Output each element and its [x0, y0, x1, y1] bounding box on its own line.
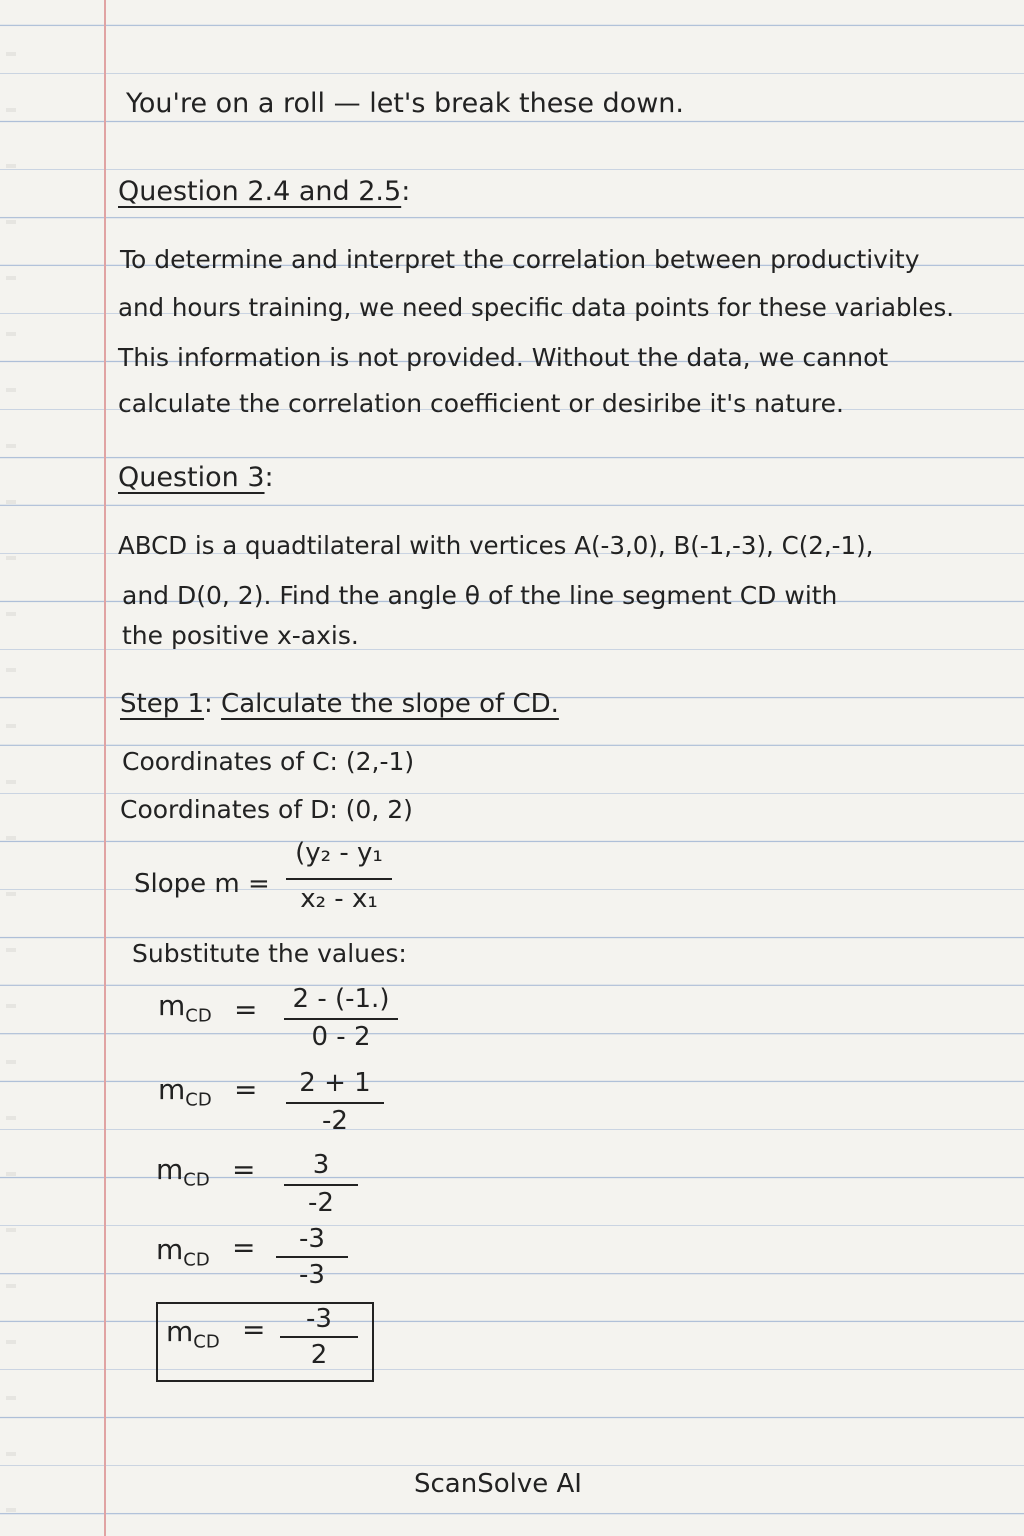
equation-1-fraction [284, 984, 398, 1060]
equals-sign: = [234, 1073, 258, 1106]
step-1-label: Step 1 [120, 689, 205, 719]
mcd-m: m [156, 1233, 184, 1266]
slope-fraction-bar [286, 878, 392, 880]
q3-line-1: ABCD is a quadtilateral with vertices A(-3,0), B(-1,-3), C(2,-1), [118, 531, 874, 560]
equation-3-fraction [284, 1150, 358, 1226]
fraction-bar [280, 1336, 358, 1338]
equation-3-numerator: 3 [312, 1150, 330, 1180]
step-1-separator: : [204, 689, 213, 719]
equation-1-denominator: 0 - 2 [311, 1022, 371, 1052]
equals-sign: = [234, 993, 258, 1026]
mcd-subscript: CD [183, 1249, 210, 1271]
q2-line-4: calculate the correlation coefficient or desiribe it's nature. [118, 389, 844, 418]
final-numerator: -3 [306, 1304, 332, 1334]
slope-denominator: x₂ - x₁ [300, 884, 378, 914]
coordinates-d: Coordinates of D: (0, 2) [120, 795, 413, 824]
equation-2-denominator: -2 [322, 1106, 348, 1136]
equation-4-fraction [276, 1224, 348, 1300]
paper-edge [6, 0, 16, 1536]
fraction-bar [276, 1256, 348, 1258]
mcd-m: m [158, 1073, 186, 1106]
margin-line [104, 0, 106, 1536]
question-2-heading [118, 176, 410, 208]
footer-brand: ScanSolve AI [414, 1469, 582, 1499]
mcd-subscript: CD [183, 1169, 210, 1191]
fraction-bar [284, 1018, 398, 1020]
equation-4-denominator: -3 [299, 1260, 325, 1290]
slope-label: Slope m = [134, 869, 270, 899]
step-1-text: Calculate the slope of CD. [221, 689, 559, 719]
mcd-label [156, 1154, 210, 1197]
slope-formula [286, 838, 392, 922]
equals-sign: = [232, 1153, 256, 1186]
step-1-heading [120, 688, 559, 720]
equation-3-denominator: -2 [308, 1188, 334, 1218]
question-2-heading-text: Question 2.4 and 2.5 [118, 176, 402, 207]
question-3-heading-colon: : [264, 462, 274, 493]
intro-line: You're on a roll — let's break these down. [126, 88, 684, 119]
coordinates-c: Coordinates of C: (2,-1) [122, 747, 415, 776]
question-3-heading [118, 462, 274, 494]
substitute-label: Substitute the values: [132, 939, 407, 968]
mcd-subscript: CD [193, 1331, 220, 1353]
equals-sign: = [232, 1231, 256, 1264]
equation-2-numerator: 2 + 1 [299, 1068, 371, 1098]
mcd-m: m [166, 1315, 194, 1348]
q2-line-2: and hours training, we need specific data points for these variables. [118, 293, 955, 322]
mcd-subscript: CD [185, 1005, 212, 1027]
equation-1-numerator: 2 - (-1.) [292, 984, 390, 1014]
question-3-heading-text: Question 3 [118, 462, 265, 493]
q2-line-3: This information is not provided. Without the data, we cannot [118, 343, 889, 372]
slope-numerator: (y₂ - y₁ [295, 838, 383, 868]
mcd-label [158, 990, 212, 1033]
q3-line-2: and D(0, 2). Find the angle θ of the line segment CD with [122, 581, 838, 610]
mcd-label [158, 1074, 212, 1117]
mcd-label [166, 1316, 220, 1359]
mcd-label [156, 1234, 210, 1277]
equals-sign: = [242, 1313, 266, 1346]
q2-line-1: To determine and interpret the correlation between productivity [120, 245, 920, 274]
q3-line-3: the positive x-axis. [122, 621, 359, 650]
final-fraction [280, 1304, 358, 1376]
equation-2-fraction [286, 1068, 384, 1144]
mcd-m: m [158, 989, 186, 1022]
mcd-m: m [156, 1153, 184, 1186]
mcd-subscript: CD [185, 1089, 212, 1111]
fraction-bar [286, 1102, 384, 1104]
equation-4-numerator: -3 [299, 1224, 325, 1254]
final-denominator: 2 [310, 1340, 328, 1370]
fraction-bar [284, 1184, 358, 1186]
question-2-heading-colon: : [401, 176, 411, 207]
